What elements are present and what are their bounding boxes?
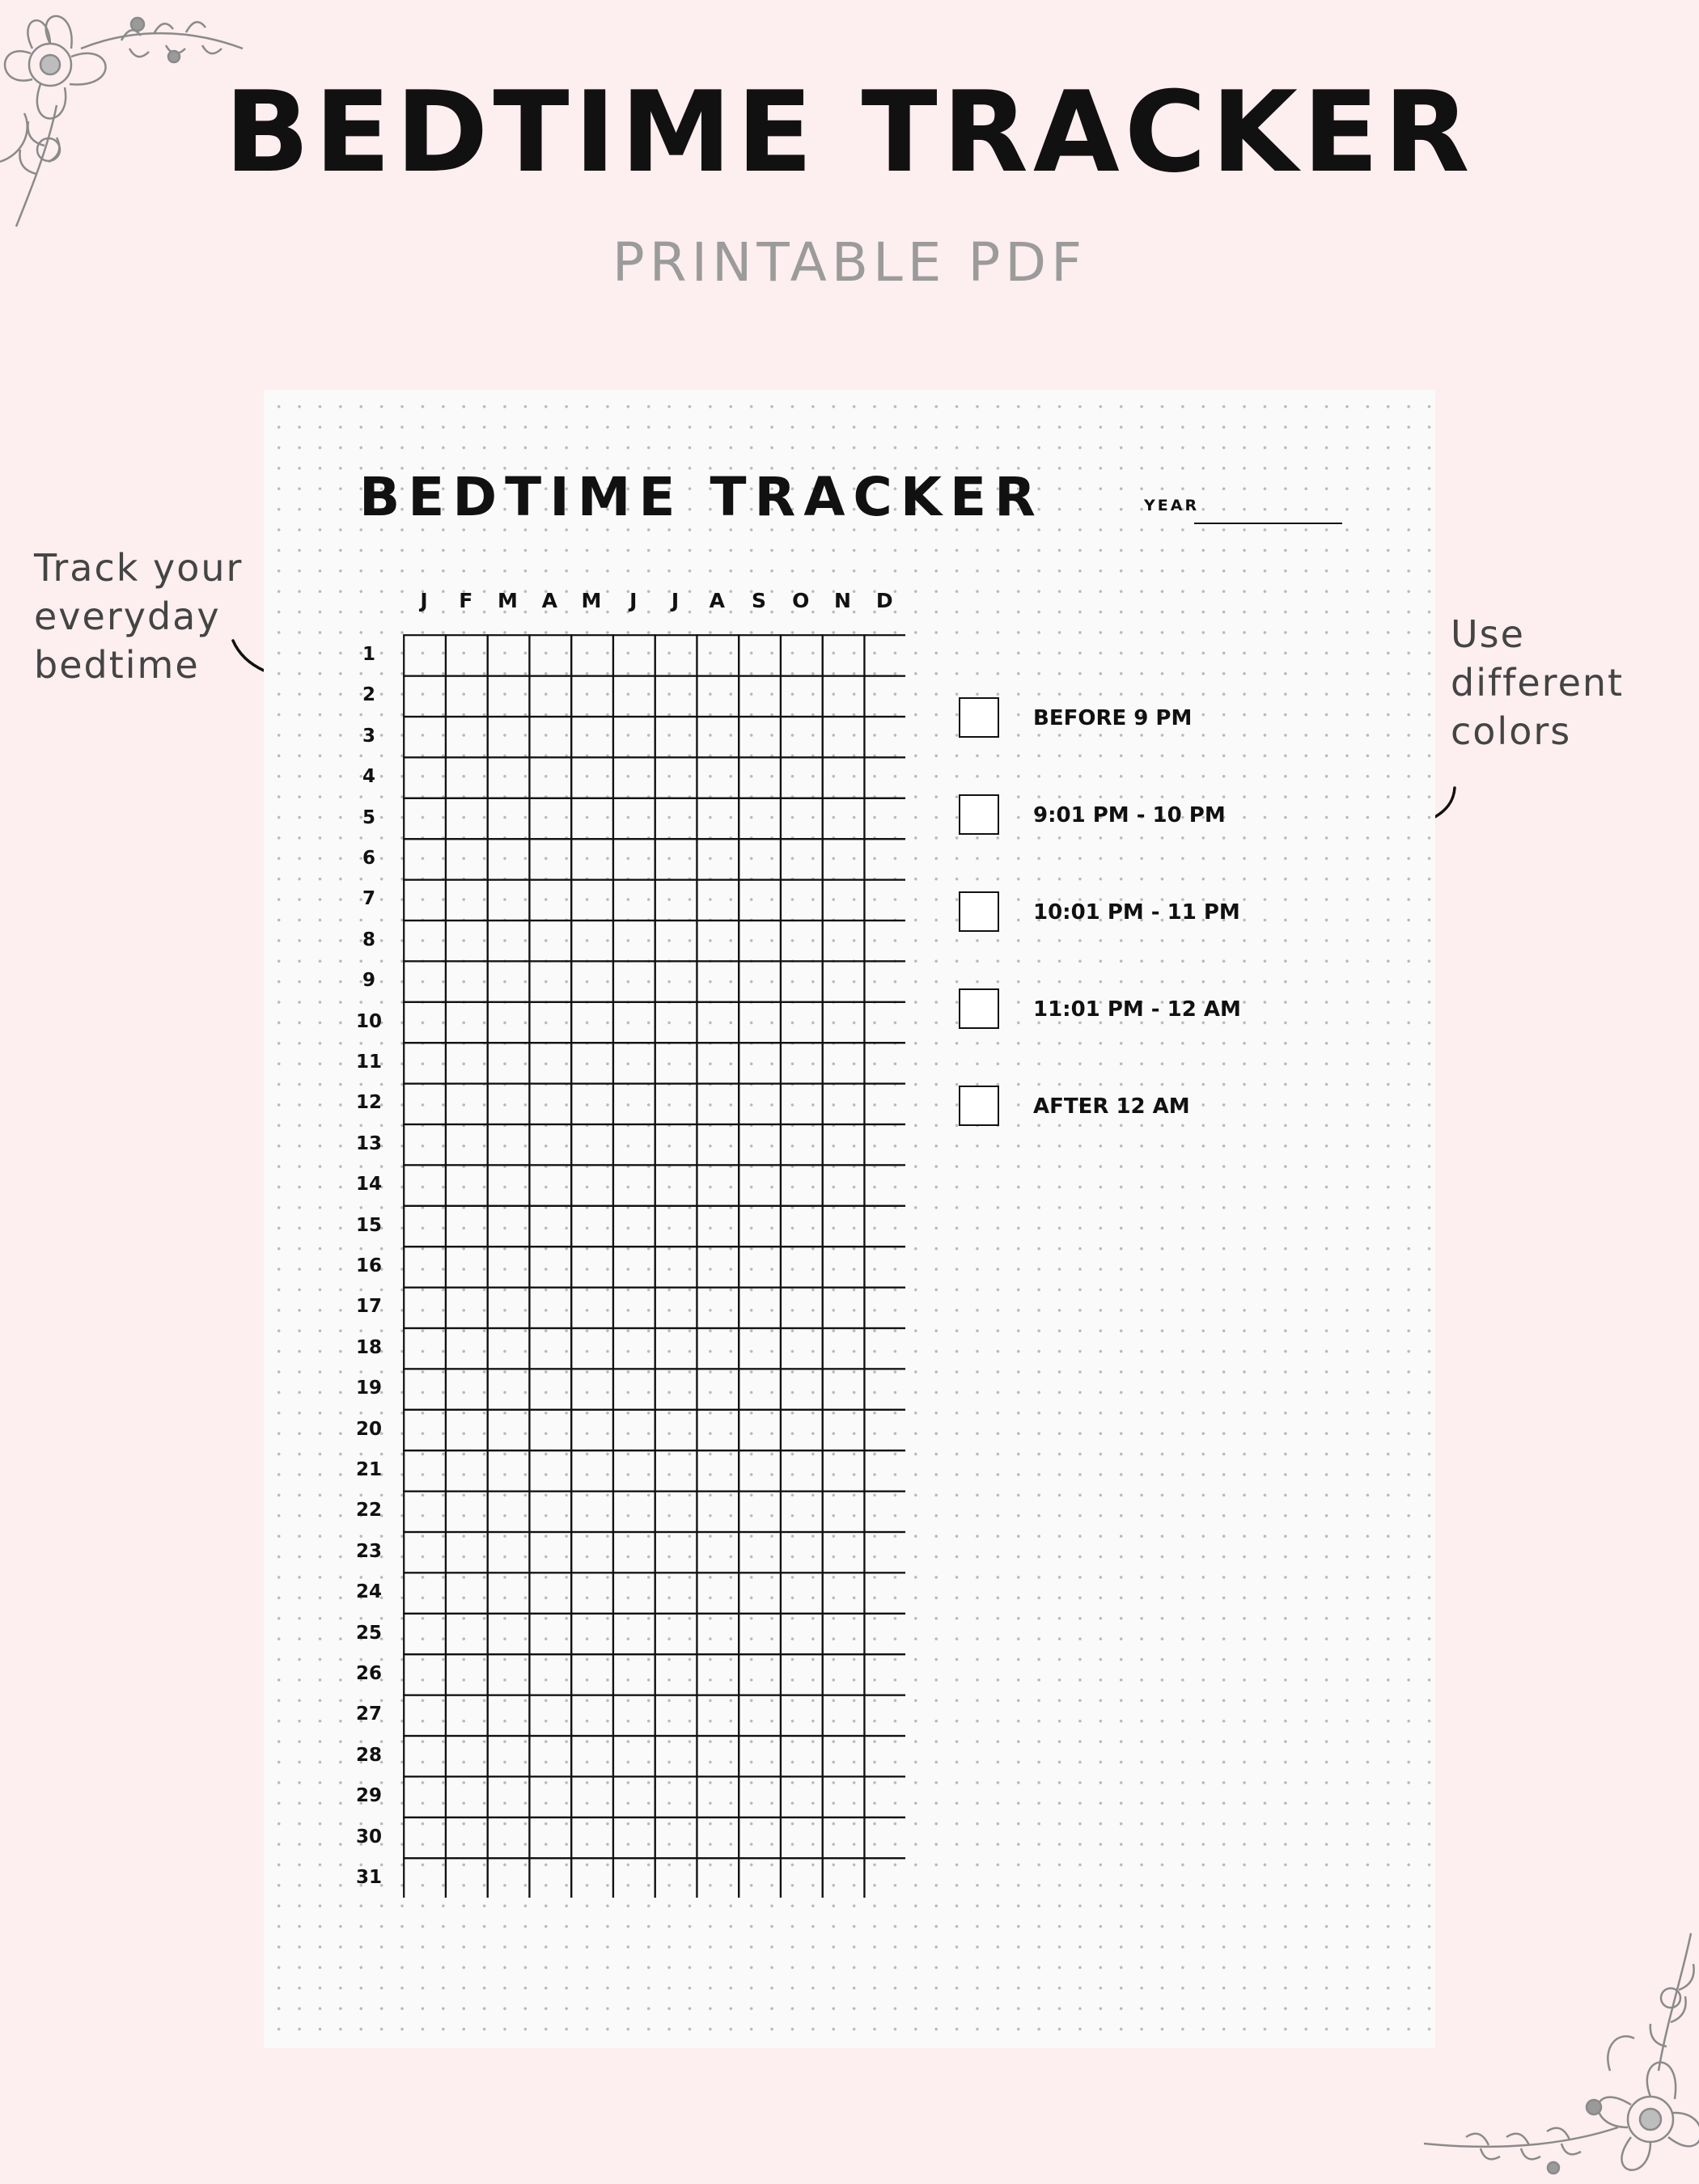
- month-header: D: [875, 589, 893, 612]
- sheet-title: BEDTIME TRACKER: [359, 466, 1044, 528]
- legend-label: 11:01 PM - 12 AM: [1033, 997, 1241, 1022]
- day-label: 11: [355, 1052, 382, 1073]
- day-label: 18: [355, 1336, 382, 1358]
- tracker-sheet: [264, 390, 1435, 2048]
- day-label: 29: [355, 1785, 382, 1807]
- day-label: 12: [355, 1092, 382, 1114]
- day-label: 7: [362, 888, 375, 910]
- day-label: 21: [355, 1459, 382, 1480]
- year-input-line[interactable]: [1194, 523, 1342, 524]
- day-label: 23: [355, 1540, 382, 1562]
- day-label: 26: [355, 1663, 382, 1684]
- day-label: 1: [362, 644, 375, 665]
- day-label: 30: [355, 1826, 382, 1848]
- month-header: J: [671, 589, 680, 612]
- legend-color-box[interactable]: [959, 988, 999, 1029]
- legend-color-box[interactable]: [959, 1086, 999, 1126]
- day-label: 8: [362, 929, 375, 950]
- day-label: 17: [355, 1296, 382, 1318]
- month-header: N: [834, 589, 851, 612]
- day-label: 19: [355, 1378, 382, 1399]
- month-header: S: [751, 589, 766, 612]
- legend-color-box[interactable]: [959, 794, 999, 835]
- note-right: Use different colors: [1451, 612, 1625, 753]
- month-header: A: [541, 589, 557, 612]
- month-header: M: [498, 589, 518, 612]
- day-label: 2: [362, 684, 375, 706]
- day-label: 3: [362, 725, 375, 747]
- day-label: 13: [355, 1132, 382, 1154]
- month-header: J: [420, 589, 428, 612]
- day-label: 10: [355, 1010, 382, 1032]
- legend-label: 10:01 PM - 11 PM: [1033, 900, 1240, 925]
- legend-label: BEFORE 9 PM: [1033, 706, 1193, 730]
- day-label: 15: [355, 1214, 382, 1236]
- month-header: O: [792, 589, 810, 612]
- day-label: 25: [355, 1622, 382, 1644]
- grid-background: [403, 634, 905, 1898]
- month-header: J: [629, 589, 638, 612]
- day-label: 24: [355, 1581, 382, 1603]
- flower-corner-bottom-right-icon: [1408, 1925, 1699, 2184]
- hero-title: BEDTIME TRACKER: [224, 67, 1475, 197]
- day-label: 9: [362, 970, 375, 992]
- day-label: 5: [362, 806, 375, 828]
- note-left: Track your everyday bedtime: [34, 546, 244, 687]
- hero-subtitle: PRINTABLE PDF: [612, 231, 1087, 294]
- legend-label: 9:01 PM - 10 PM: [1033, 803, 1226, 827]
- month-header: F: [459, 589, 473, 612]
- day-label: 28: [355, 1744, 382, 1766]
- legend-label: AFTER 12 AM: [1033, 1094, 1190, 1119]
- day-label: 14: [355, 1174, 382, 1196]
- month-header: M: [581, 589, 602, 612]
- tracker-grid[interactable]: [403, 634, 905, 1898]
- legend-color-box[interactable]: [959, 891, 999, 932]
- month-header: A: [709, 589, 725, 612]
- legend-color-box[interactable]: [959, 697, 999, 738]
- day-label: 4: [362, 766, 375, 788]
- day-label: 22: [355, 1500, 382, 1522]
- day-label: 27: [355, 1704, 382, 1725]
- day-label: 31: [355, 1867, 382, 1888]
- day-label: 20: [355, 1418, 382, 1440]
- day-label: 16: [355, 1255, 382, 1276]
- day-label: 6: [362, 848, 375, 869]
- year-label: YEAR: [1144, 497, 1200, 514]
